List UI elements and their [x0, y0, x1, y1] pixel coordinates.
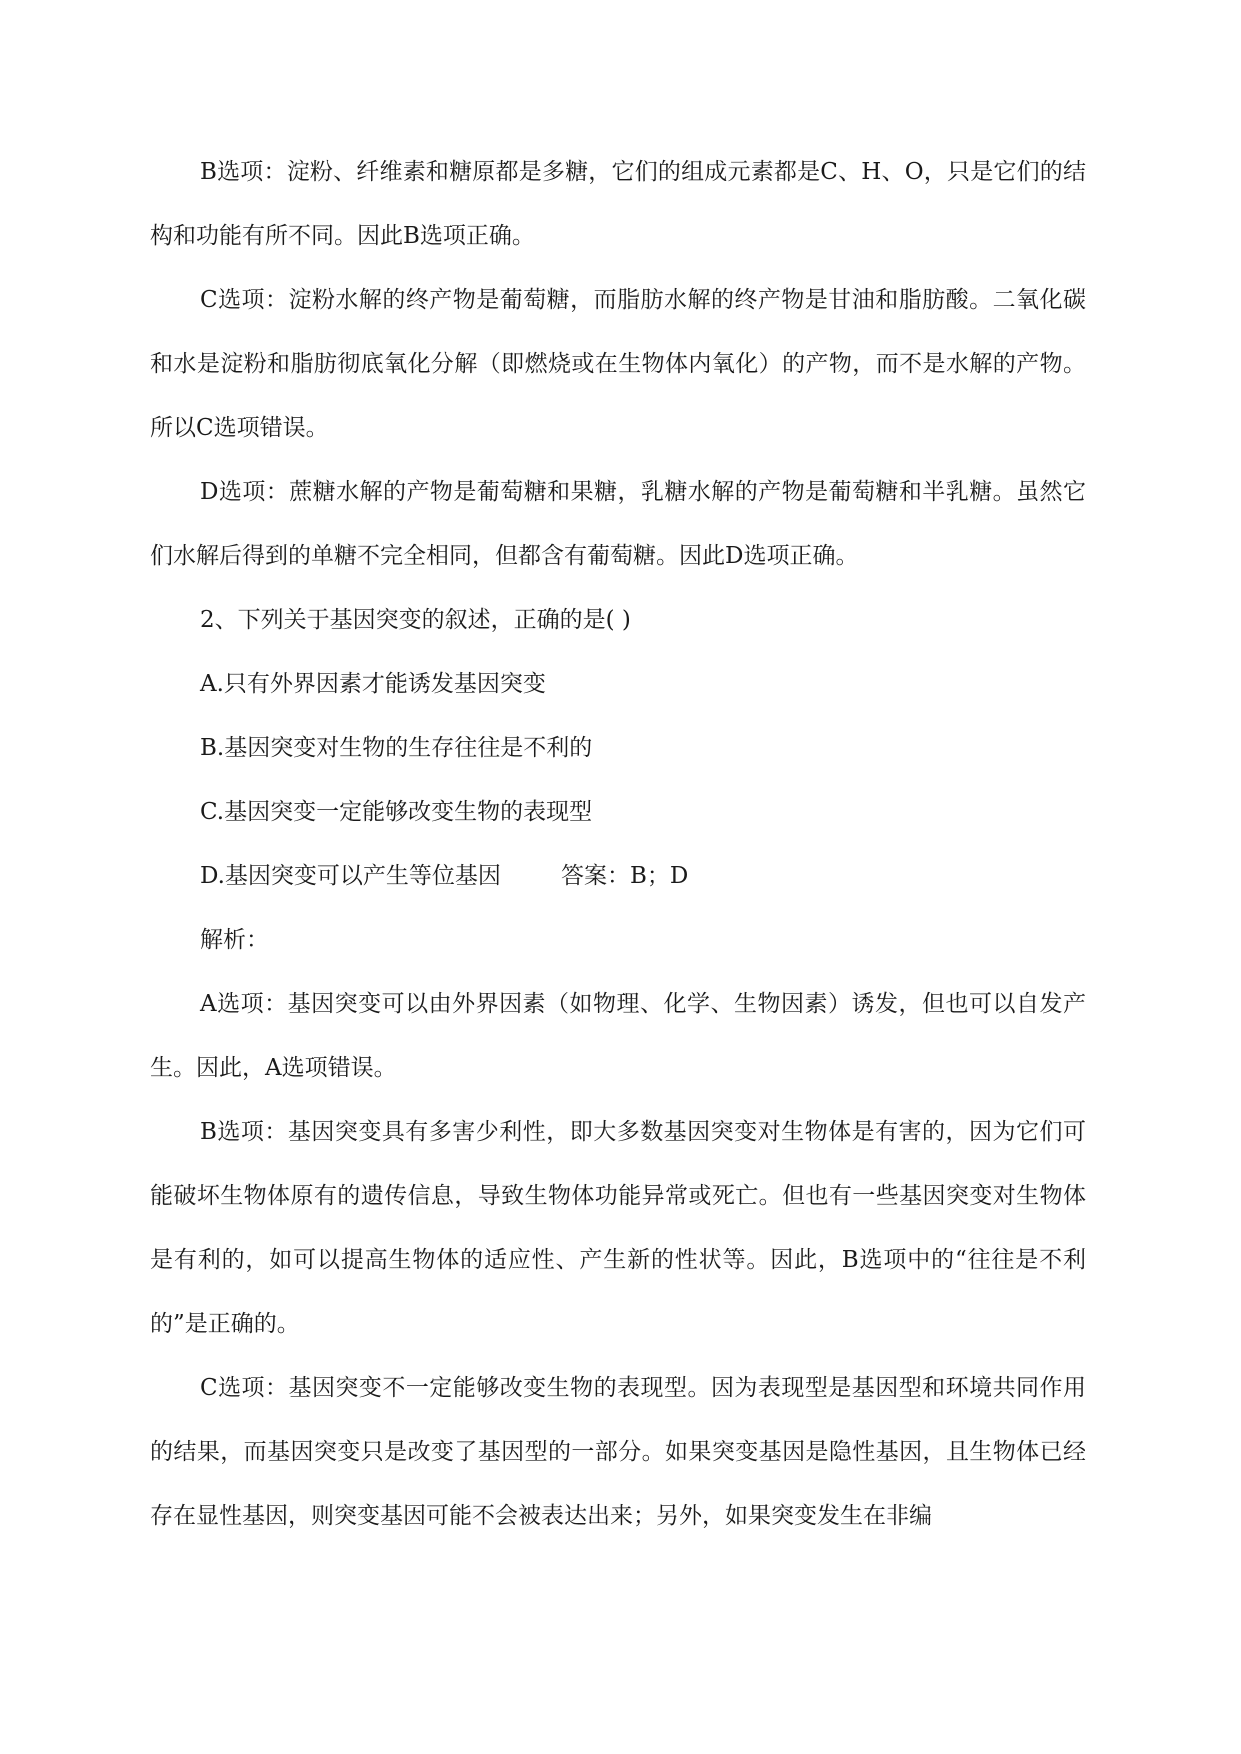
question-2-option-b: B.基因突变对生物的生存往往是不利的: [200, 735, 593, 761]
question-2-option-d: D.基因突变可以产生等位基因: [200, 863, 501, 889]
analysis-a-option: A选项：基因突变可以由外界因素（如物理、化学、生物因素）诱发，但也可以自发产生。因此，A选项错误。: [150, 991, 1086, 1081]
paragraph-d-option-explanation: D选项：蔗糖水解的产物是葡萄糖和果糖，乳糖水解的产物是葡萄糖和半乳糖。虽然它们水解后得到的单糖不完全相同，但都含有葡萄糖。因此D选项正确。: [150, 479, 1086, 569]
question-2-option-a: A.只有外界因素才能诱发基因突变: [200, 671, 546, 697]
paragraph-b-option-explanation: B选项：淀粉、纤维素和糖原都是多糖，它们的组成元素都是C、H、O，只是它们的结构和功能有所不同。因此B选项正确。: [150, 159, 1086, 249]
document-body: [150, 140, 1086, 1548]
analysis-b-option: B选项：基因突变具有多害少利性，即大多数基因突变对生物体是有害的，因为它们可能破坏生物体原有的遗传信息，导致生物体功能异常或死亡。但也有一些基因突变对生物体是有利的，如可以提高生物体的适应性、产生新的性状等。因此，B选项中的“往往是不利的”是正确的。: [150, 1119, 1086, 1337]
question-2-option-d-line: [150, 844, 1086, 908]
question-2-answer: 答案：B；D: [560, 863, 689, 889]
analysis-label: 解析：: [200, 927, 269, 953]
analysis-c-option: C选项：基因突变不一定能够改变生物的表现型。因为表现型是基因型和环境共同作用的结果，而基因突变只是改变了基因型的一部分。如果突变基因是隐性基因，且生物体已经存在显性基因，则突变基因可能不会被表达出来；另外，如果突变发生在非编: [150, 1375, 1086, 1529]
paragraph-c-option-explanation: C选项：淀粉水解的终产物是葡萄糖，而脂肪水解的终产物是甘油和脂肪酸。二氧化碳和水是淀粉和脂肪彻底氧化分解（即燃烧或在生物体内氧化）的产物，而不是水解的产物。所以C选项错误。: [150, 287, 1086, 441]
question-2-option-c: C.基因突变一定能够改变生物的表现型: [200, 799, 593, 825]
question-2-stem: 2、下列关于基因突变的叙述，正确的是( ): [200, 607, 631, 633]
